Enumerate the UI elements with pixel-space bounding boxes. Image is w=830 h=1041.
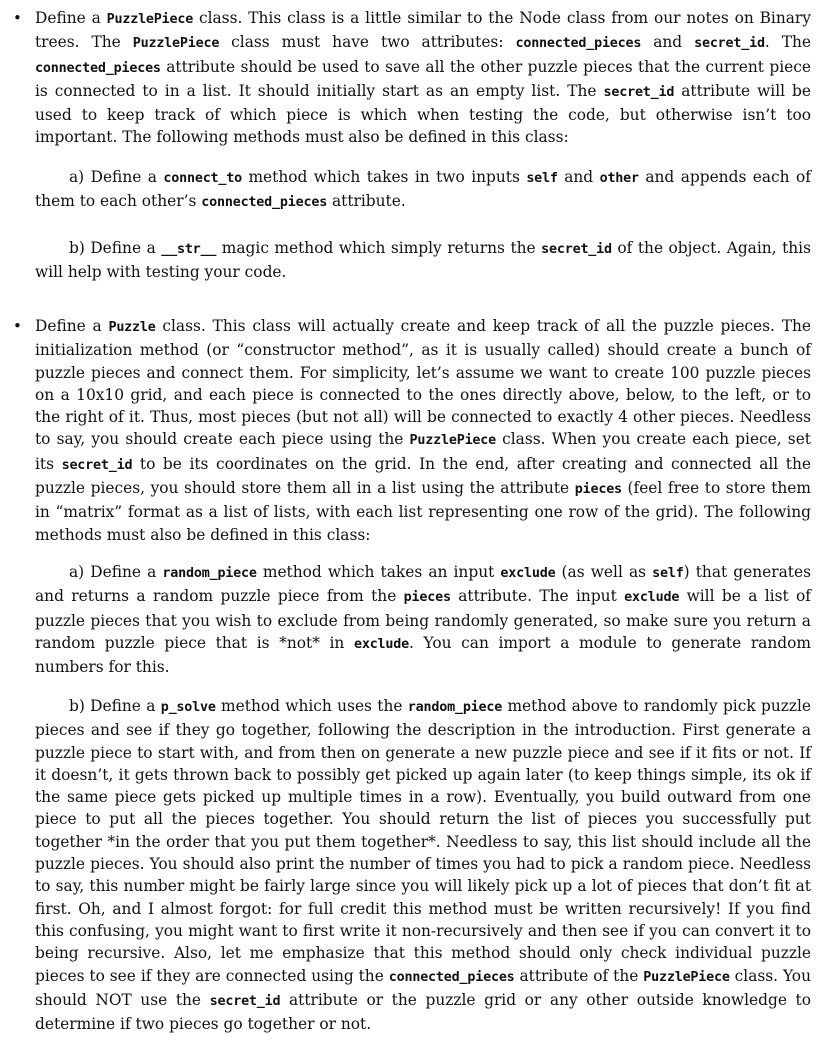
code-term: exclude: [353, 636, 410, 652]
code-term: pieces: [574, 482, 622, 498]
code-term: secret_id: [694, 36, 765, 52]
code-term: pieces: [403, 590, 451, 606]
code-term: secret_id: [61, 457, 133, 473]
subitem-str-method: b) Define a __str__ magic method which simply returns the secret_id of the object. Again, this will help with testing your code.: [35, 239, 811, 282]
code-term: connected_pieces: [515, 36, 642, 52]
code-term: connect_to: [163, 171, 243, 186]
code-term: p_solve: [160, 700, 216, 715]
bullet-item-puzzle: [13, 315, 811, 546]
code-term: random_piece: [407, 700, 503, 715]
code-term: PuzzlePiece: [106, 12, 194, 27]
code-term: secret_id: [541, 242, 612, 257]
code-term: connected_pieces: [35, 60, 161, 76]
code-term: secret_id: [603, 84, 675, 100]
code-term: self: [652, 566, 684, 581]
bullet-item-puzzlepiece: [13, 7, 811, 149]
code-term: PuzzlePiece: [409, 433, 497, 449]
puzzlepiece-class-paragraph: Define a PuzzlePiece class. This class is a little similar to the Node class from our notes on Binary trees. The PuzzlePiece class must have two attributes: connected_pieces and secret_id. The connected_pieces attribute should be used to save all the other puzzle pieces that the current piece is connected to in a list. It should initially start as an empty list. The secret_id attribute will be used to keep track of which piece is which when testing the code, but otherwise isn’t too important. The following methods must also be defined in this class:: [35, 9, 811, 147]
code-term: other: [599, 171, 639, 186]
code-term: connected_pieces: [201, 195, 328, 211]
code-term: Puzzle: [108, 320, 156, 335]
code-term: PuzzlePiece: [132, 36, 220, 52]
code-term: self: [526, 171, 558, 186]
code-term: secret_id: [209, 993, 281, 1009]
bullet-marker: •: [13, 317, 22, 335]
subitem-connect-to: a) Define a connect_to method which takes in two inputs self and other and appends each of them to each other’s connected_pieces attribute.: [35, 168, 811, 211]
code-term: exclude: [500, 566, 556, 581]
code-term: connected_pieces: [388, 969, 515, 985]
code-term: PuzzlePiece: [643, 969, 730, 985]
subitem-p-solve: b) Define a p_solve method which uses the random_piece method above to randomly pick puzzle pieces and see if they go together, following the description in the introduction. First generate a puzzle piece to start with, and from then on generate a new puzzle piece and see if it fits or not. If it doesn’t, it gets thrown back to possibly get picked up again later (to keep things simple, its ok if the same piece gets picked up multiple times in a row). Eventually, you build outward from one piece to put all the pieces together. You should return the list of pieces you successfully put together *in the order that you put them together*. Needless to say, this list should include all the puzzle pieces. You should also print the number of times you had to pick a random piece. Needless to say, this number might be fairly large since you will likely pick up a lot of pieces that don’t fit at first. Oh, and I almost forgot: for full credit this method must be written recursively! If you find this confusing, you might want to first write it non-recursively and then see if you can convert it to being recursive. Also, let me emphasize that this method should only check individual puzzle pieces to see if they are connected using the connected_pieces attribute of the PuzzlePiece class. You should NOT use the secret_id attribute or the puzzle grid or any other outside knowledge to determine if two pieces go together or not.: [35, 697, 811, 1034]
bullet-marker: •: [13, 9, 22, 27]
puzzle-class-paragraph: Define a Puzzle class. This class will actually create and keep track of all the puzzle pieces. The initialization method (or “constructor method”, as it is usually called) should create a bunch of puzzle pieces and connect them. For simplicity, let’s assume we want to create 100 puzzle pieces on a 10x10 grid, and each piece is connected to the ones directly above, below, to the left, or to the right of it. Thus, most pieces (but not all) will be connected to exactly 4 other pieces. Needless to say, you should create each piece using the PuzzlePiece class. When you create each piece, set its secret_id to be its coordinates on the grid. In the end, after creating and connected all the puzzle pieces, you should store them all in a list using the attribute pieces (feel free to store them in “matrix” format as a list of lists, with each list representing one row of the grid). The following methods must also be defined in this class:: [35, 317, 811, 544]
code-term: random_piece: [162, 566, 257, 581]
subitem-random-piece: a) Define a random_piece method which takes an input exclude (as well as self) that generates and returns a random puzzle piece from the pieces attribute. The input exclude will be a list of puzzle pieces that you wish to exclude from being randomly generated, so make sure you return a random puzzle piece that is *not* in exclude. You can import a module to generate random numbers for this.: [35, 563, 811, 677]
code-term: __str__: [161, 242, 217, 257]
code-term: exclude: [624, 590, 680, 606]
